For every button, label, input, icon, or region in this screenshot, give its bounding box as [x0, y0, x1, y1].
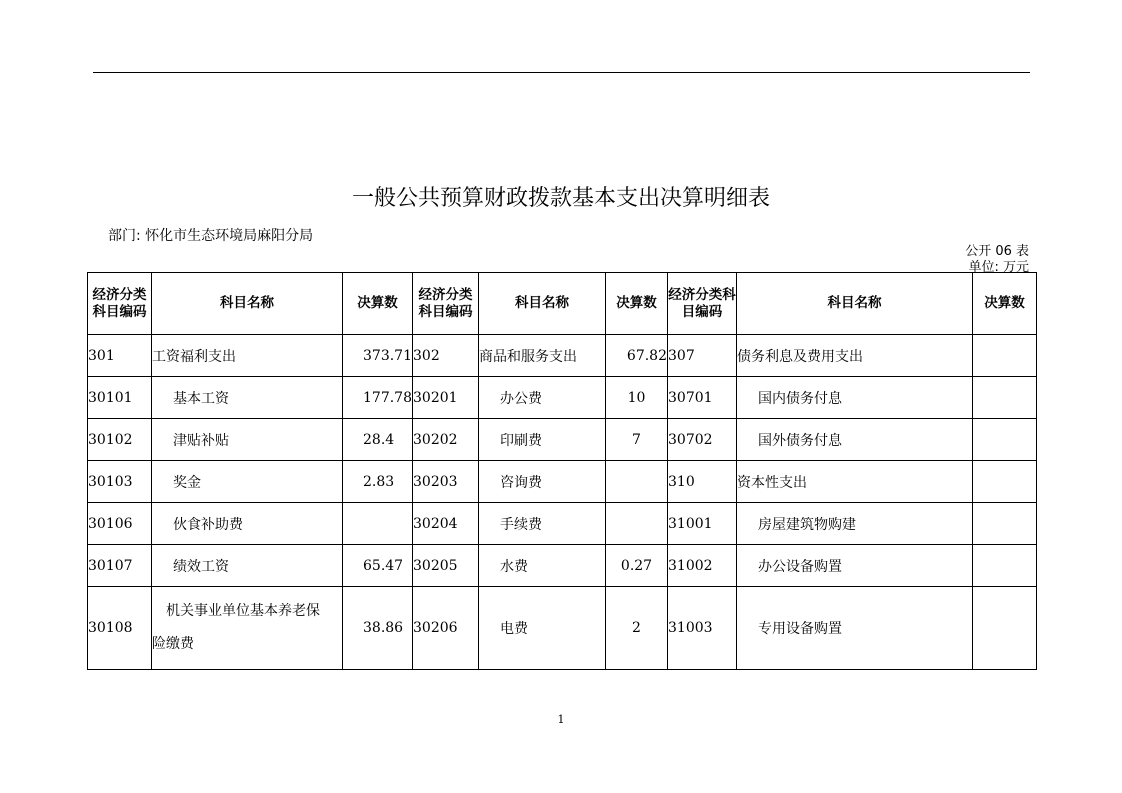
amount-cell — [973, 461, 1037, 503]
code-cell: 30106 — [88, 503, 152, 545]
table-row — [88, 335, 1037, 377]
name-cell: 专用设备购置 — [737, 587, 973, 670]
name-cell: 国内债务付息 — [737, 377, 973, 419]
code-cell: 30101 — [88, 377, 152, 419]
amount-cell: 7 — [606, 419, 668, 461]
amount-cell — [973, 335, 1037, 377]
page-number: 1 — [557, 713, 565, 726]
code-cell: 30701 — [668, 377, 737, 419]
table-header-row — [88, 273, 1037, 335]
name-cell: 国外债务付息 — [737, 419, 973, 461]
code-cell: 30102 — [88, 419, 152, 461]
amount-cell: 373.71 — [343, 335, 413, 377]
header-code: 经济分类科目编码 — [88, 273, 152, 335]
name-cell: 咨询费 — [479, 461, 606, 503]
amount-cell: 38.86 — [343, 587, 413, 670]
name-cell: 基本工资 — [152, 377, 343, 419]
header-amount: 决算数 — [606, 273, 668, 335]
code-cell: 31002 — [668, 545, 737, 587]
amount-cell: 10 — [606, 377, 668, 419]
name-cell: 债务利息及费用支出 — [737, 335, 973, 377]
amount-cell: 0.27 — [606, 545, 668, 587]
header-rule — [93, 72, 1030, 73]
code-cell: 31001 — [668, 503, 737, 545]
expenditure-table — [87, 272, 1037, 670]
code-cell: 30201 — [413, 377, 479, 419]
code-cell: 301 — [88, 335, 152, 377]
table-row — [88, 503, 1037, 545]
header-code: 经济分类科目编码 — [668, 273, 737, 335]
name-cell: 印刷费 — [479, 419, 606, 461]
table-row — [88, 419, 1037, 461]
name-cell: 工资福利支出 — [152, 335, 343, 377]
unit-label: 单位: 万元 — [968, 260, 1029, 275]
amount-cell — [973, 587, 1037, 670]
amount-cell: 28.4 — [343, 419, 413, 461]
name-cell — [152, 587, 343, 670]
name-cell: 奖金 — [152, 461, 343, 503]
name-line: 险缴费 — [152, 636, 194, 652]
code-cell: 30202 — [413, 419, 479, 461]
table-row — [88, 587, 1037, 670]
code-cell: 30206 — [413, 587, 479, 670]
amount-cell: 67.82 — [606, 335, 668, 377]
amount-cell — [606, 461, 668, 503]
header-name: 科目名称 — [152, 273, 343, 335]
code-cell: 30103 — [88, 461, 152, 503]
table-row — [88, 461, 1037, 503]
table-row — [88, 377, 1037, 419]
page-title: 一般公共预算财政拨款基本支出决算明细表 — [351, 186, 770, 211]
amount-cell — [606, 503, 668, 545]
amount-cell: 2 — [606, 587, 668, 670]
name-cell: 绩效工资 — [152, 545, 343, 587]
code-cell: 30205 — [413, 545, 479, 587]
amount-cell — [343, 503, 413, 545]
name-line: 机关事业单位基本养老保 — [166, 603, 320, 619]
code-cell: 302 — [413, 335, 479, 377]
name-cell: 办公设备购置 — [737, 545, 973, 587]
code-cell: 307 — [668, 335, 737, 377]
name-cell: 电费 — [479, 587, 606, 670]
code-cell: 30203 — [413, 461, 479, 503]
code-cell: 31003 — [668, 587, 737, 670]
amount-cell: 65.47 — [343, 545, 413, 587]
amount-cell — [973, 503, 1037, 545]
header-code: 经济分类科目编码 — [413, 273, 479, 335]
code-cell: 30702 — [668, 419, 737, 461]
name-cell: 办公费 — [479, 377, 606, 419]
amount-cell — [973, 419, 1037, 461]
table-row — [88, 545, 1037, 587]
amount-cell — [973, 377, 1037, 419]
header-amount: 决算数 — [343, 273, 413, 335]
code-cell: 30204 — [413, 503, 479, 545]
name-cell: 手续费 — [479, 503, 606, 545]
amount-cell: 177.78 — [343, 377, 413, 419]
name-cell: 津贴补贴 — [152, 419, 343, 461]
header-amount: 决算数 — [973, 273, 1037, 335]
amount-cell — [973, 545, 1037, 587]
department-label: 部门: 怀化市生态环境局麻阳分局 — [108, 228, 314, 244]
name-cell: 房屋建筑物购建 — [737, 503, 973, 545]
code-cell: 310 — [668, 461, 737, 503]
header-name: 科目名称 — [737, 273, 973, 335]
code-cell: 30107 — [88, 545, 152, 587]
name-cell: 商品和服务支出 — [479, 335, 606, 377]
header-name: 科目名称 — [479, 273, 606, 335]
table-number: 公开 06 表 — [965, 244, 1029, 259]
name-cell: 水费 — [479, 545, 606, 587]
amount-cell: 2.83 — [343, 461, 413, 503]
name-cell: 伙食补助费 — [152, 503, 343, 545]
code-cell: 30108 — [88, 587, 152, 670]
name-cell: 资本性支出 — [737, 461, 973, 503]
